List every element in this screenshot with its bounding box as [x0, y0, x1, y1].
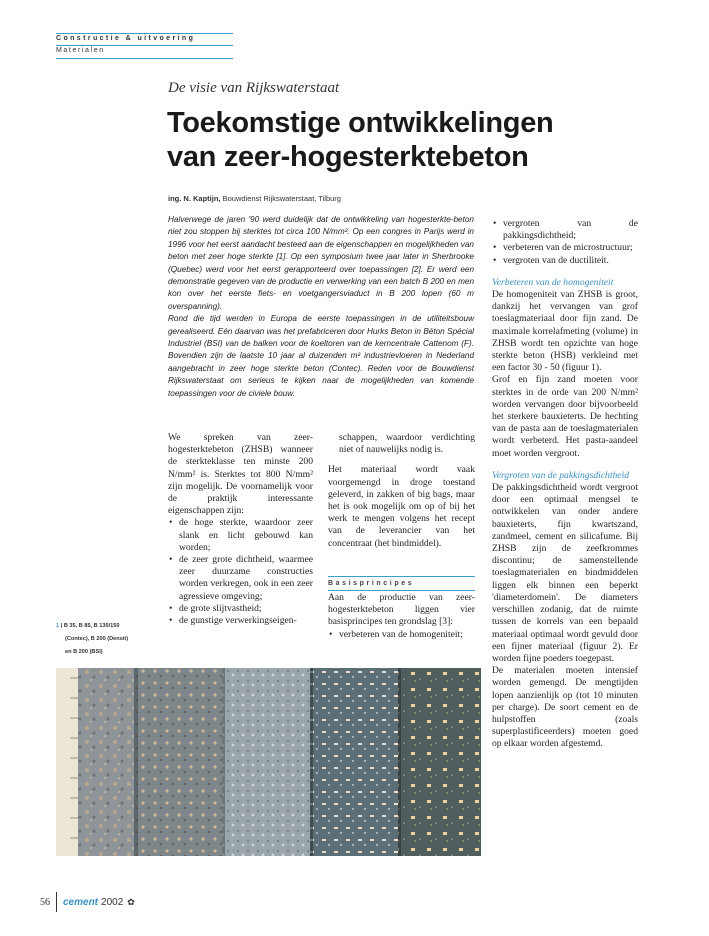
column-3	[492, 218, 638, 751]
lead-paragraph	[168, 214, 474, 400]
list-item: • verbeteren van de homogeniteit;	[328, 629, 475, 641]
rubric-category: Constructie & uitvoering	[56, 35, 196, 42]
col3-p4: De materialen moeten intensief worden gemengd. De mengtijden lopen aanzienlijk op (tot 10 minuten per charge). De soort cement en de hulpstoffen (zoals superplastificeerders) moeten goed op elkaar worden afgestemd.	[492, 665, 638, 750]
lead-p1: Halverwege de jaren '90 werd duidelijk dat de ontwikkeling van hogesterkte-beton niet zou stoppen bij sterktes tot circa 100 N/mm². Op een congres in Parijs werd in 1996 voor het eerst aandacht besteed aan de eigenschappen en mogelijkheden van beton met zeer hoge sterkte [1]. Op een symposium twee jaar later in Sherbrooke (Quebec) werd voor het eerst gerapporteerd over toepassingen [2]. Er werd een demonstratie gegeven van de productie en verwerking van een batch B 200 en men kon over het eerste fiets- en voetgangersviaduct in B 200 lopen (60 m overspanning).	[168, 215, 474, 311]
rubric-subcategory: Materialen	[56, 47, 105, 54]
list-item: • vergroten van de pakkingsdichtheid;	[492, 218, 638, 242]
col2-p2: Het materiaal wordt vaak voorgemengd in droge toestand geleverd, in zakken of big bags, maar het is ook mogelijk om op of bij het werk te mengen volgens het recept van de leverancier van het concentraat (het bindmiddel).	[328, 464, 475, 549]
logo-icon: ✿	[127, 896, 135, 907]
column-1	[168, 432, 313, 627]
title-line-1: Toekomstige ontwikkelingen	[167, 107, 554, 139]
col1-bullets	[168, 517, 313, 627]
column-2b	[328, 592, 475, 641]
list-item: • verbeteren van de microstructuur;	[492, 242, 638, 254]
caption-line-3: en B 200 (BSI)	[65, 649, 103, 655]
title-line-2: van zeer-hogesterktebeton	[167, 141, 529, 173]
col1-intro: We spreken van zeer-hogesterktebeton (ZHSB) wanneer de sterkteklasse ten minste 200 N/mm² is. Sterktes tot 800 N/mm² zijn mogelijk. De voornamelijk voor de praktijk interessante eigenschappen zijn:	[168, 432, 313, 517]
article-kicker: De visie van Rijkswaterstaat	[168, 80, 340, 96]
col2-p3: Aan de productie van zeer-hogesterktebeton liggen vier basisprincipes ten grondslag [3]:	[328, 592, 475, 628]
subheading-pakkingsdichtheid: Vergroten van de pakkingsdichtheid	[492, 469, 630, 481]
list-item: • vergroten van de ductiliteit.	[492, 255, 638, 267]
concrete-cores-photo	[56, 668, 481, 856]
column-2	[328, 432, 475, 550]
byline	[168, 194, 341, 203]
list-item: • de zeer grote dichtheid, waarmee zeer duurzame constructies worden verkregen, ook in een zeer agressieve omgeving;	[168, 554, 313, 603]
page-number: 56	[40, 896, 50, 908]
col3-p2: Grof en fijn zand moeten voor sterktes in de orde van 200 N/mm² worden vervangen door bijvoorbeeld het sterkere bauxieterts. De hechting van de pasta aan de toeslagmaterialen wordt verbeterd. Het pasta-aandeel moet worden vergroot.	[492, 374, 638, 459]
figure-caption: 1 | B 35, B 85, B 130/150 (Contec), B 200 (Densit) en B 200 (BSI)	[56, 620, 156, 659]
col3-bullets	[492, 218, 638, 267]
magazine-year: 2002	[101, 896, 124, 908]
caption-line-1: B 35, B 85, B 130/150	[63, 623, 120, 629]
article-title	[167, 106, 553, 174]
col3-p1: De homogeniteit van ZHSB is groot, dankzij het vervangen van grof toeslagmateriaal door fijn zand. De maximale korrelafmeting (volume) in ZHSB wordt ten opzichte van hoge sterkte beton (HSB) verkleind met een factor 30 - 50 (figuur 1).	[492, 289, 638, 374]
list-item: • de hoge sterkte, waardoor zeer slank en licht gebouwd kan worden;	[168, 517, 313, 554]
page-footer	[40, 892, 135, 912]
author: ing. N. Kaptijn,	[168, 194, 221, 203]
caption-line-2: (Contec), B 200 (Densit)	[65, 636, 129, 642]
list-item: • de gunstige verwerkingseigen-	[168, 615, 313, 627]
col3-p3: De pakkingsdichtheid wordt vergroot door een optimaal mengsel te ontwikkelen van onder andere bauxieterts, fijn kwartszand, zandmeel, cement en silicafume. Bij ZHSB zijn de zeefkrommes discontinu; de samenstellende toeslagmaterialen en bindmiddelen liggen elk binnen een beperkt 'diameterdomein'. De diameters verschillen zodanig, dat de ruimte tussen de korrels van een bepaald materiaal optimaal wordt gevuld door een fijner materiaal (figuur 2). Er worden fijne poeders toegepast.	[492, 482, 638, 664]
magazine-name: cement	[63, 896, 99, 908]
concrete-cores-image	[56, 668, 481, 856]
lead-p2: Rond die tijd werden in Europa de eerste toepassingen in de utiliteitsbouw gerealiseerd. Eén daarvan was het prefabriceren door Hurks Beton in Béton Spécial Industriel (BSI) van de balken voor de koeltoren van de kerncentrale Cattenom (F). Bovendien zijn de laatste 10 jaar al duizenden m² industrievloeren in Nederland aangebracht in zeer hoge sterkte beton (Contec). Reden voor de Bouwdienst Rijkswaterstaat om serieus te kijken naar de mogelijkheden van komende toepassingen voor de civiele bouw.	[168, 314, 474, 398]
caption-number: 1	[56, 623, 60, 629]
affiliation: Bouwdienst Rijkswaterstaat, Tilburg	[222, 194, 341, 203]
col2-cont: schappen, waardoor verdichting niet of nauwelijks nodig is.	[339, 432, 475, 456]
subheading-homogeniteit: Verbeteren van de homogeniteit	[492, 276, 614, 288]
list-item: • de grote slijtvastheid;	[168, 603, 313, 615]
section-heading-basisprincipes: Basisprincipes	[328, 576, 475, 591]
